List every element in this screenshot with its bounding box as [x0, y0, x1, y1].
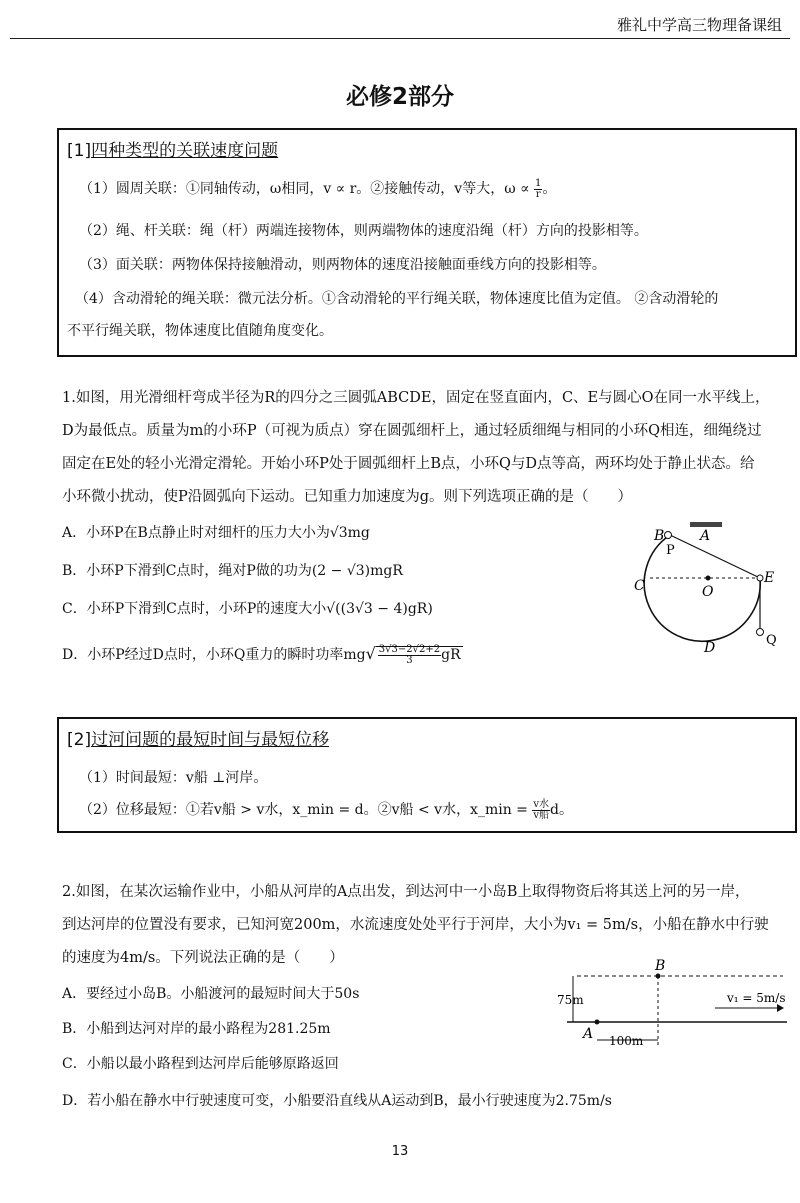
section2-line1: （1）时间最短：v船 ⊥河岸。 [79, 770, 268, 786]
label-a2: A [583, 1026, 594, 1042]
center-o [706, 576, 711, 581]
s2-fraction-numerator: v水 [533, 798, 550, 810]
label-p: P [666, 543, 675, 558]
q1-d-denominator: 3 [406, 654, 413, 666]
label-100m: 100m [609, 1034, 644, 1048]
section2-line2-text: （2）位移最短：①若v船 > v水，x_min = d。②v船 < v水，x_min = [79, 802, 533, 818]
q1-option-c: C．小环P下滑到C点时，小环P的速度大小√((3√3 − 4)gR) [62, 601, 433, 617]
point-b [656, 974, 661, 979]
section1-title-text: 四种类型的关联速度问题 [91, 141, 279, 161]
section1-box [57, 128, 797, 357]
point-a [595, 1020, 600, 1025]
q2-option-d: D．若小船在静水中行驶速度可变，小船要沿直线从A运动到B，最小行驶速度为2.75m/s [62, 1093, 612, 1109]
page-title: 必修2部分 [345, 84, 454, 110]
section2-title-text: 过河问题的最短时间与最短位移 [91, 730, 330, 750]
section2-fraction [532, 800, 550, 821]
rope-pe [670, 535, 760, 578]
label-e: E [764, 570, 775, 586]
q1-line2: D为最低点。质量为m的小环P（可视为质点）穿在圆弧细杆上，通过轻质细绳与相同的小环Q相连，细绳绕过 [62, 423, 762, 439]
section2-title-num: [2] [67, 730, 92, 750]
sqrt-sign: √ [365, 644, 376, 663]
fraction-denominator: r [535, 188, 541, 200]
label-o: O [702, 584, 714, 600]
section1-line4: （4）含动滑轮的绳关联：微元法分析。①含动滑轮的平行绳关联，物体速度比值为定值。 ②含动滑轮的 [75, 291, 719, 307]
label-q: Q [766, 633, 777, 648]
label-c: C [634, 578, 645, 594]
q2-line3: 的速度为4m/s。下列说法正确的是（ ） [62, 950, 344, 966]
section2-box [57, 717, 797, 833]
q2-option-c: C．小船以最小路程到达河岸后能够原路返回 [62, 1056, 339, 1072]
figure-circle-arc [620, 510, 800, 660]
label-v1: v₁ = 5m/s [727, 991, 786, 1005]
fraction-numerator: 1 [535, 177, 542, 189]
label-b2: B [655, 958, 666, 974]
section1-title [67, 136, 278, 161]
q1-line1: 1.如图，用光滑细杆弯成半径为R的四分之三圆弧ABCDE，固定在竖直面内，C、E与圆心O在同一水平线上， [62, 390, 770, 406]
header-divider [10, 38, 790, 39]
section1-line2: （2）绳、杆关联：绳（杆）两端连接物体，则两端物体的速度沿绳（杆）方向的投影相等。 [79, 223, 648, 239]
section1-title-num: [1] [67, 141, 92, 161]
q2-line1: 2.如图，在某次运输作业中，小船从河岸的A点出发，到达河中一小岛B上取得物资后将其送上河的另一岸， [62, 884, 750, 900]
label-b: B [654, 528, 665, 544]
q1-option-d [62, 644, 463, 666]
q1-option-d-text: D．小环P经过D点时，小环Q重力的瞬时功率mg [62, 647, 366, 663]
q1-option-a: A．小环P在B点静止时对细杆的压力大小为√3mg [62, 525, 370, 541]
header-school: 雅礼中学高三物理备课组 [616, 16, 782, 34]
section1-line1-end: 。 [542, 181, 557, 197]
q2-option-b: B．小船到达河对岸的最小路程为281.25m [62, 1021, 331, 1037]
pulley-e [757, 575, 763, 581]
section1-line3: （3）面关联：两物体保持接触滑动，则两物体的速度沿接触面垂线方向的投影相等。 [79, 257, 606, 273]
velocity-arrow-head [777, 1004, 784, 1012]
section2-title [67, 725, 329, 750]
section1-line1 [79, 178, 556, 200]
q1-line3: 固定在E处的轻小光滑定滑轮。开始小环P处于圆弧细杆上B点，小环Q与D点等高，两环均处于静止状态。给 [62, 456, 755, 472]
sqrt-body [376, 643, 463, 666]
label-d: D [704, 640, 716, 656]
section1-line5: 不平行绳关联，物体速度比值随角度变化。 [67, 323, 333, 339]
ring-q [757, 629, 764, 636]
q1-d-numerator: 3√3−2√2+2 [378, 643, 441, 655]
section2-line2 [79, 799, 573, 821]
q2-option-a: A．要经过小岛B。小船渡河的最短时间大于50s [62, 986, 360, 1002]
q1-line4: 小环微小扰动，使P沿圆弧向下运动。已知重力加速度为g。则下列选项正确的是（ ） [62, 489, 633, 505]
s2-fraction-denominator: v船 [533, 809, 550, 821]
figure-river [555, 958, 795, 1058]
q1-d-post: gR [441, 647, 461, 663]
ring-p [665, 532, 672, 539]
q1-option-b: B．小环P下滑到C点时，绳对P做的功为(2 − √3)mgR [62, 563, 403, 579]
q2-line2: 到达河岸的位置没有要求，已知河宽200m，水流速度处处平行于河岸，大小为v₁ = 5m/s，小船在静水中行驶 [62, 917, 769, 933]
q1-d-fraction [378, 645, 441, 666]
section2-line2-end: d。 [550, 802, 573, 818]
label-75m: 75m [557, 993, 584, 1007]
label-a: A [700, 528, 711, 544]
page-number: 13 [391, 1144, 409, 1159]
section1-line1-text: （1）圆周关联：①同轴传动，ω相同，v ∝ r。②接触传动，v等大，ω ∝ [79, 181, 534, 197]
segment-a-bar [690, 522, 722, 527]
